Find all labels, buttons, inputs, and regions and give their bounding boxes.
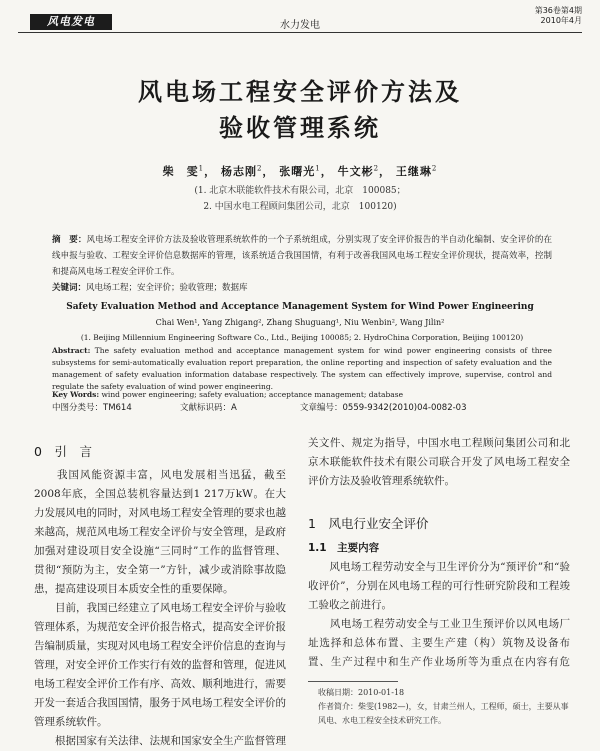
keywords-en [52,389,552,401]
right-intro-paragraph: 关文件、规定为指导，中国水电工程顾问集团公司和北京木联能软件技术有限公司联合开发了风电场工程安全评价方法及验收管理系统软件。 [308,437,570,487]
received-date: 收稿日期：2010-01-18 [318,688,405,697]
abstract-en [52,345,552,393]
column-badge: 风电发电 [30,14,112,30]
left-column-body [34,466,286,748]
english-title: Safety Evaluation Method and Acceptance Management System for Wind Power Engineering [66,302,534,312]
footnote [318,686,570,748]
paper-title-line2: 验收管理系统 [219,114,381,142]
paragraph: 根据国家有关法律、法规和国家安全生产监督管理 [54,735,286,747]
section-heading-intro: 0 引 言 [34,444,92,459]
abstract-cn-label: 摘 要： [52,235,87,245]
author: 杨志刚$^2$ [220,164,263,178]
keywords-cn-label: 关键词： [52,283,87,293]
affiliation-2: 2. 中国水电工程顾问集团公司，北京 100120) [203,202,397,212]
author: 柴 雯$^1$ [162,164,205,178]
abstract-cn-text: 风电场工程安全评价方法及验收管理系统软件的一个子系统组成，分别实现了安全评价报告的半自动化编制、安全评价的在线申报与验收、工程安全评价信息数据库的管理，该系统适合我国国情，有利于改善我国风电场工程安全评价现状，提高效率，控制和提高风电场工程安全评价工作。 [52,235,552,277]
author-list: 柴 雯$^1$， 杨志刚$^2$， 张曙光$^1$， 牛文彬$^2$， 王继琳$^2$ [162,164,438,178]
header-rule [18,32,582,33]
issue-info [535,6,582,26]
author: 王继琳$^2$ [395,164,438,178]
article-number: 文章编号：0559-9342(2010)04-0082-03 [300,403,467,413]
journal-name: 水力发电 [280,20,320,31]
section-heading-1: 1 风电行业安全评价 [308,516,429,531]
footnote-rule [308,681,398,682]
right-column-body [308,558,570,672]
abstract-en-text: The safety evaluation method and acceptance management system for wind power engineering consists of three subsystems for semi-automatically evaluation report preparation, the online reporting and inspection of safety evaluation and the management of safety evaluation information database respectively. The system can effectively improve, supervise, control and regulate the safety evaluation of wind power engineering. [52,346,552,391]
keywords-en-label: Key Words: [52,390,100,399]
affiliation-1: (1. 北京木联能软件技术有限公司，北京 100085； [194,186,406,196]
issue-date: 2010年4月 [540,16,582,25]
english-affiliation: (1. Beijing Millennium Engineering Software Co., Ltd., Beijing 100085; 2. HydroChina Corporation, Beijing 100120) [80,333,524,342]
clc-number: 中图分类号：TM614 [52,403,132,413]
author: 牛文彬$^2$ [337,164,380,178]
paragraph: 目前，我国已经建立了风电场工程安全评价与验收管理体系，为规范安全评价报告格式，提高安全评价报告编制质量，实现对风电场工程安全评价信息的查询与管理，对安全评价工作实行有效的监督和管理，促进风电场工程安全评价工作有序、高效、顺利地进行，需要开发一套适合我国国情，服务于风电场工程安全评价的管理系统软件。 [34,602,286,728]
keywords-cn [52,280,552,296]
subsection-heading-1-1: 1.1 主要内容 [308,542,380,554]
abstract-en-label: Abstract: [52,346,91,355]
author: 张曙光$^1$ [279,164,321,178]
doc-code: 文献标识码：A [180,403,237,413]
issue-volume: 第36卷第4期 [534,6,582,15]
keywords-cn-text: 风电场工程；安全评价；验收管理；数据库 [86,283,248,293]
abstract-cn [52,232,552,280]
keywords-en-text: wind power engineering; safety evaluation; acceptance management; database [101,390,404,399]
paragraph: 我国风能资源丰富，风电发展相当迅猛，截至2008年底，全国总装机容量达到1 217万kW。在大力发展风电的同时，对风电场工程安全管理的要求也越来越高，规范风电场工程安全评价与安全管理，是政府加强对建设项目安全设施“三同时”工作的监督管理、贯彻“预防为主，安全第一”方针，减少或消除事故隐患，提高建设项目本质安全性的重要保障。 [34,469,286,595]
paper-title-line1: 风电场工程安全评价方法及 [138,78,462,106]
paragraph: 风电场工程劳动安全与工业卫生预评价以风电场厂址选择和总体布置、主要生产建（构）筑物及设备布置、生产过程中和生产作业场所等为重点在内容有危 [308,618,570,668]
author-bio: 作者简介：柴雯(1982—)，女，甘肃兰州人，工程师，硕士，主要从事风电、水电工程安全技术研究工作。 [318,702,569,725]
english-authors: Chai Wen¹, Yang Zhigang², Zhang Shuguang¹, Niu Wenbin², Wang Jilin² [155,318,445,327]
paragraph: 风电场工程劳动安全与卫生评价分为“预评价”和“验收评价”，分别在风电场工程的可行性研究阶段和工程竣工验收之前进行。 [308,561,570,611]
